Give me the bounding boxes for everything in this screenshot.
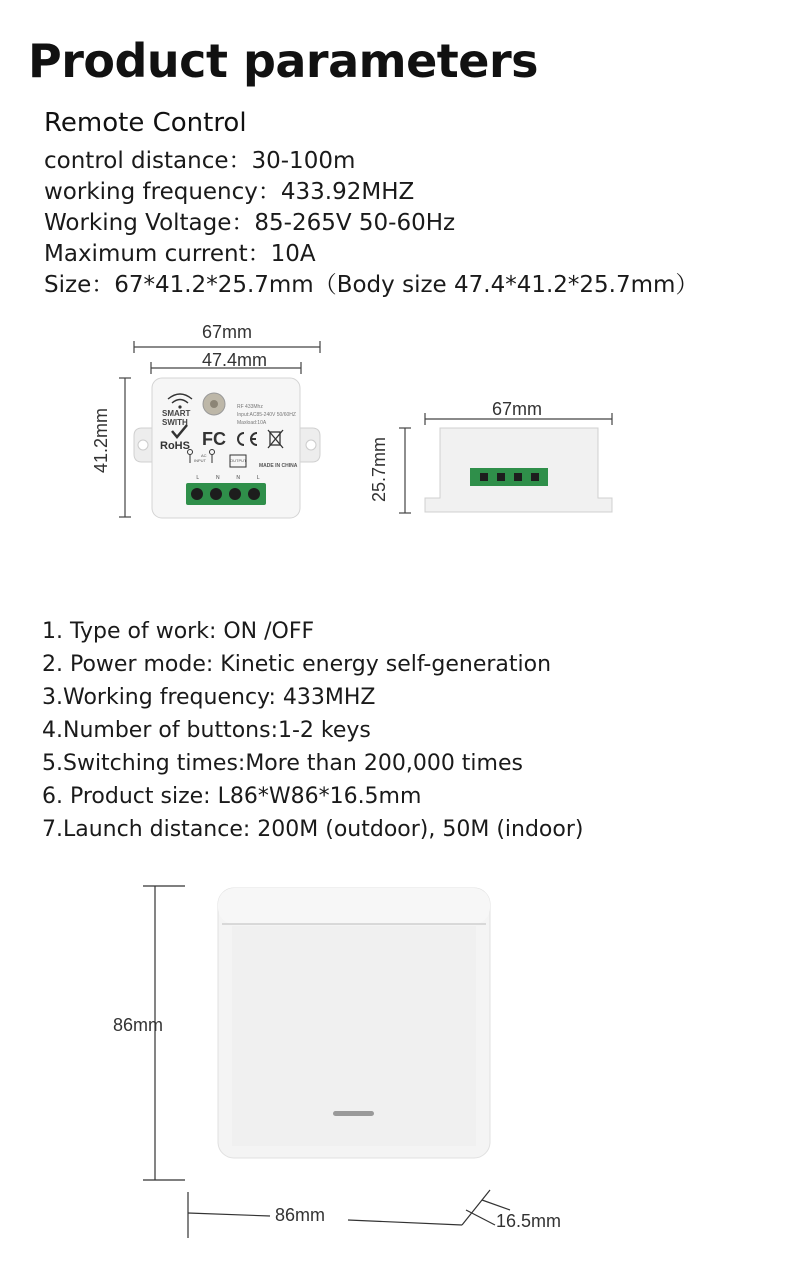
dim-body-width: 47.4mm: [202, 350, 268, 370]
fc-mark: FC: [202, 429, 226, 449]
spec-line-current: Maximum current：10A: [44, 241, 316, 267]
spec-label-input: Input:AC85-240V 50/60HZ: [237, 412, 296, 418]
remote-diagram: [0, 870, 800, 1250]
spec-label-rf: RF 433Mhz: [237, 404, 263, 410]
spec-line-voltage: Working Voltage：85-265V 50-60Hz: [44, 210, 456, 236]
dim-height: 41.2mm: [91, 407, 112, 474]
output-label: OUTPUT: [230, 458, 247, 463]
page-title: Product parameters: [28, 34, 539, 88]
spec-heading: Remote Control: [44, 108, 247, 138]
feature-item: 2. Power mode: Kinetic energy self-generation: [42, 652, 552, 677]
spec-line-frequency: working frequency：433.92MHZ: [44, 179, 415, 205]
rohs-mark: RoHS: [160, 440, 190, 452]
dim-side-height: 25.7mm: [369, 436, 390, 503]
feature-item: 6. Product size: L86*W86*16.5mm: [42, 784, 422, 809]
made-in-label: MADE IN CHINA: [259, 463, 298, 469]
feature-item: 7.Launch distance: 200M (outdoor), 50M (indoor): [42, 817, 584, 842]
feature-item: 3.Working frequency: 433MHZ: [42, 685, 376, 710]
dim-remote-height: 86mm: [113, 1015, 164, 1035]
feature-item: 1. Type of work: ON /OFF: [42, 619, 315, 644]
dim-remote-width: 86mm: [275, 1205, 326, 1225]
spec-line-size: Size：67*41.2*25.7mm（Body size 47.4*41.2*25.7mm）: [44, 272, 699, 298]
feature-item: 4.Number of buttons:1-2 keys: [42, 718, 371, 743]
indicator-light-icon: [333, 1111, 374, 1116]
dim-side-width: 67mm: [492, 399, 543, 419]
receiver-diagram: [0, 300, 800, 540]
label-smart: SMART: [162, 409, 191, 418]
terminal-labels: L N N L: [196, 475, 260, 481]
spec-label-maxload: Maxload:10A: [237, 420, 267, 426]
ac-label: AC: [201, 453, 207, 458]
input-label: INPUT: [194, 458, 206, 463]
label-switch: SWITH: [162, 418, 188, 427]
spec-line-distance: control distance：30-100m: [44, 148, 356, 174]
dim-total-width: 67mm: [202, 322, 253, 342]
dim-remote-depth: 16.5mm: [496, 1211, 562, 1231]
feature-item: 5.Switching times:More than 200,000 times: [42, 751, 523, 776]
